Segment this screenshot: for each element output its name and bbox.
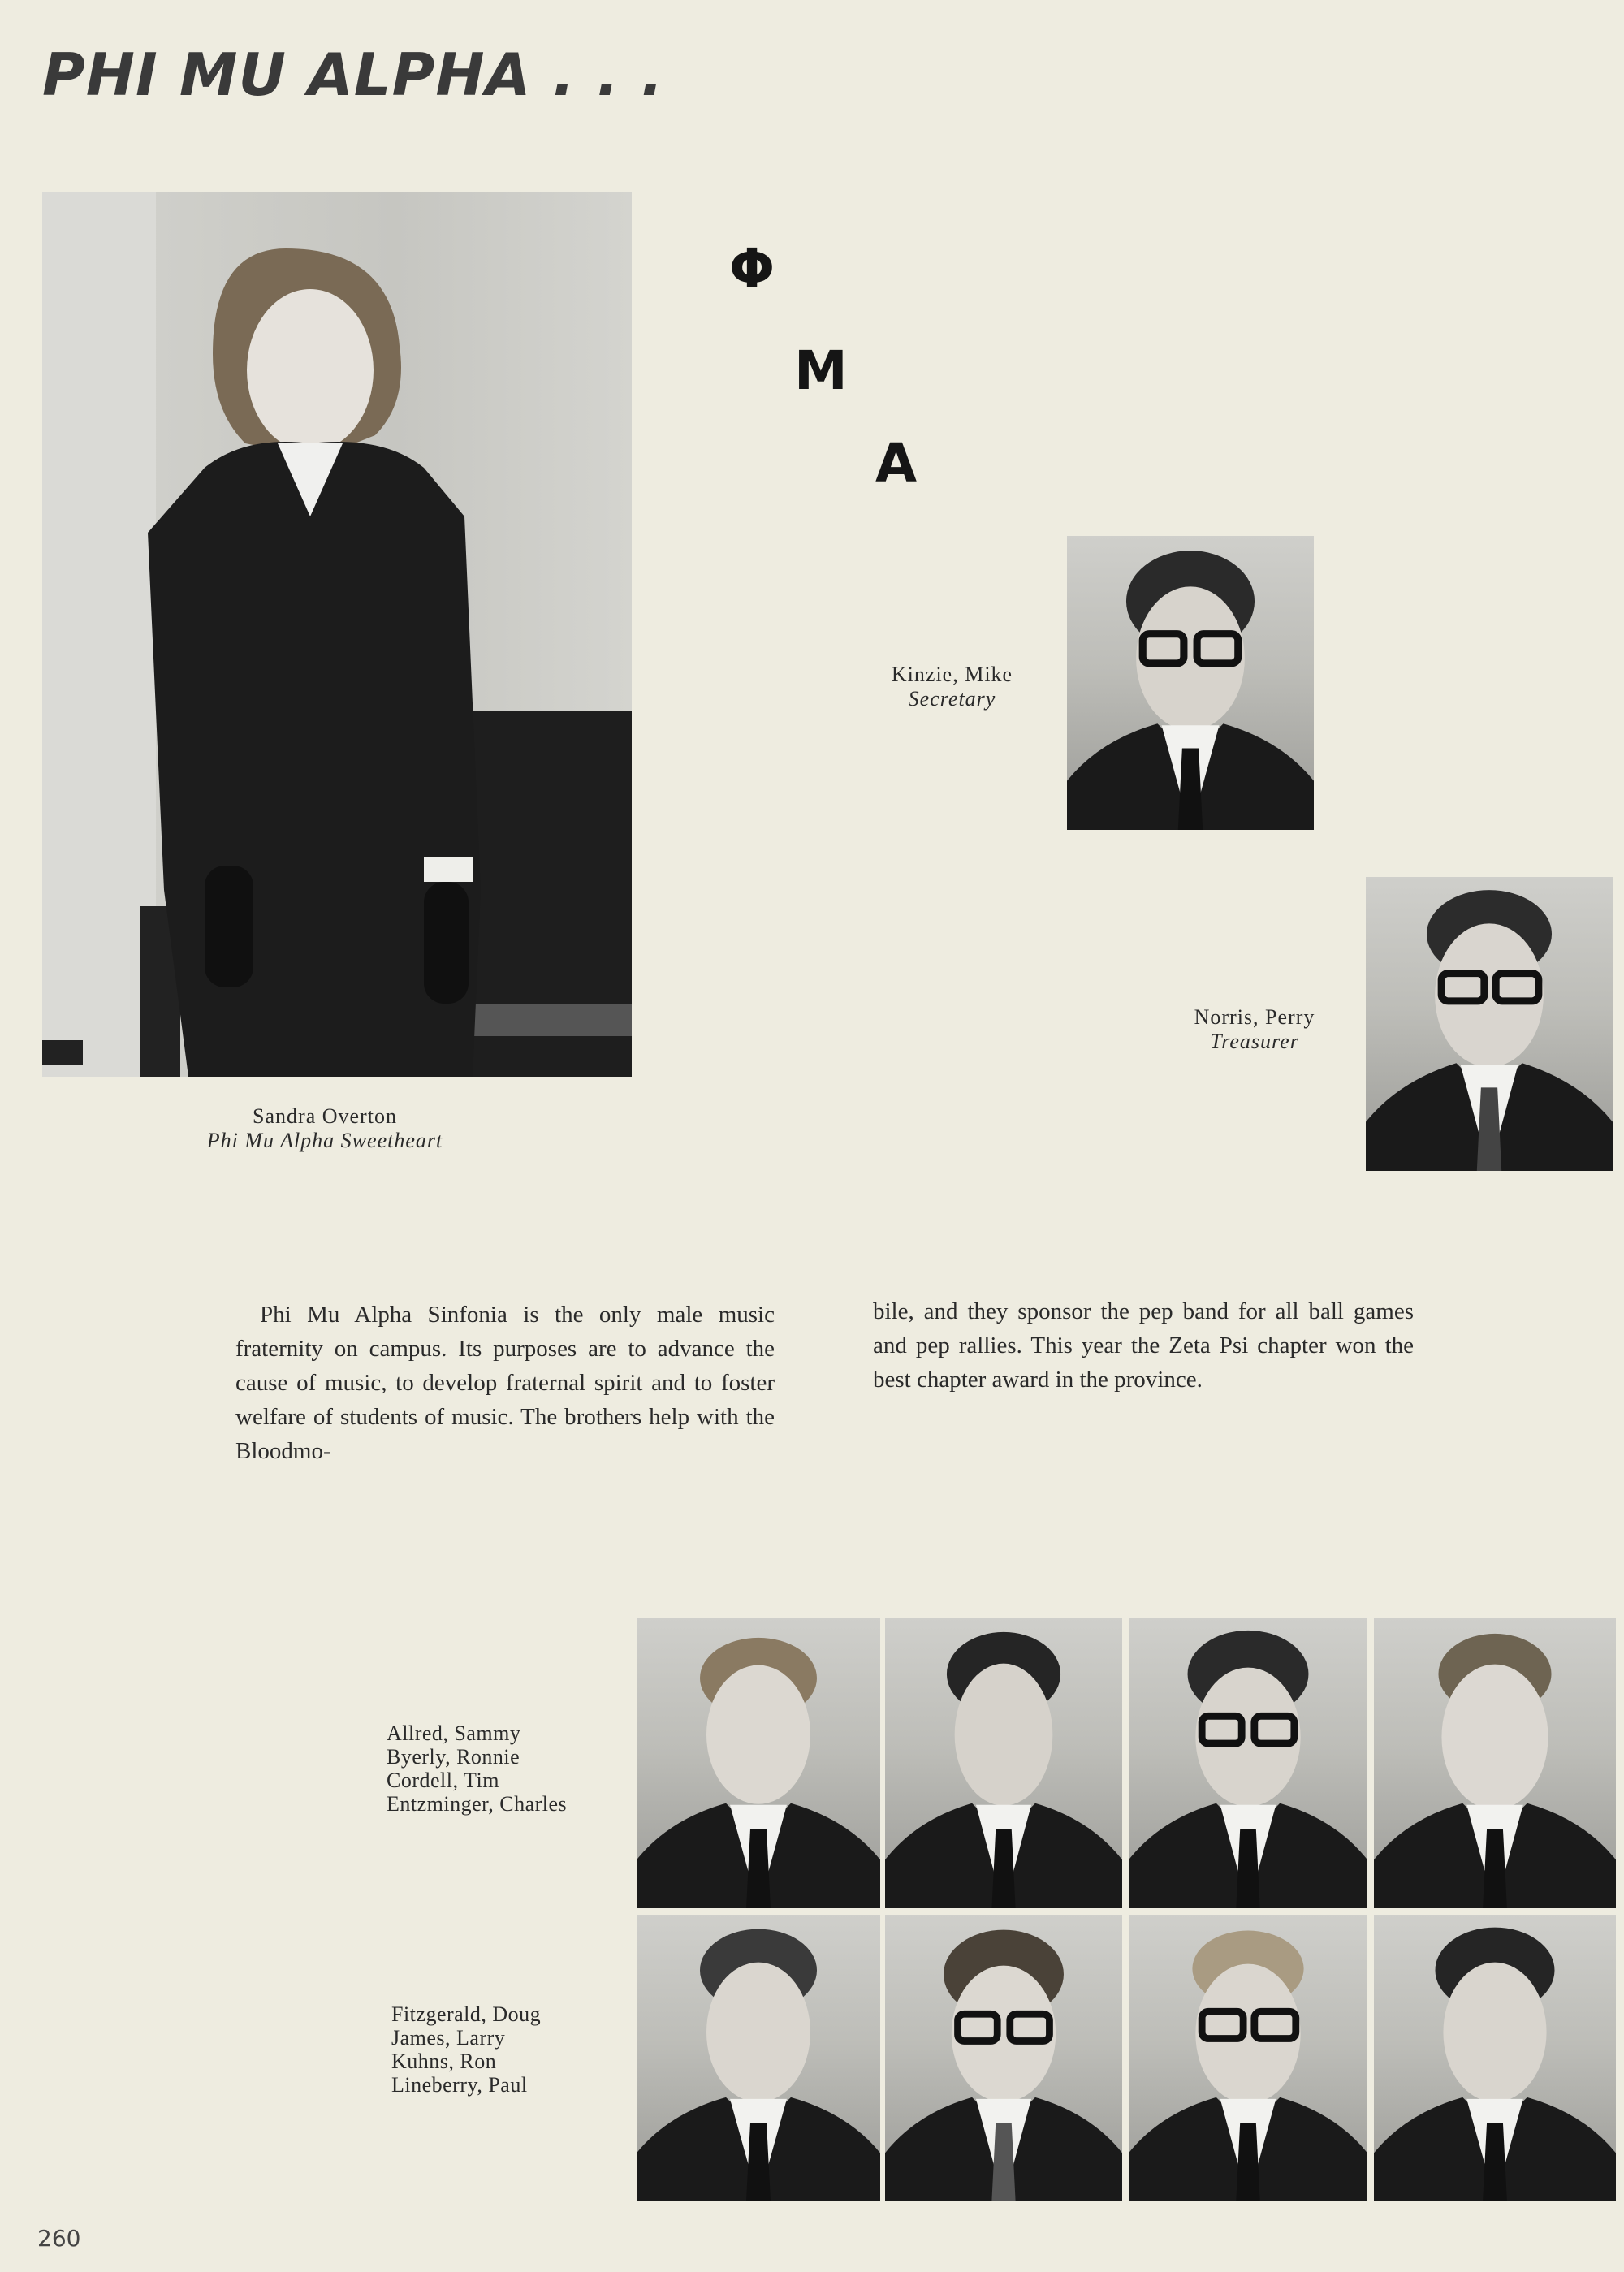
member-name: Entzminger, Charles — [387, 1792, 568, 1816]
member-name: Byerly, Ronnie — [387, 1745, 520, 1769]
member-photo — [637, 1915, 880, 2201]
officer-name: Kinzie, Mike — [891, 663, 1013, 686]
member-photo — [1129, 1915, 1367, 2201]
page-title: PHI MU ALPHA . . . — [42, 41, 664, 109]
greek-letter-mu: Μ — [794, 339, 848, 402]
member-photo — [1374, 1915, 1616, 2201]
officer-photo-treasurer — [1366, 877, 1613, 1171]
greek-letter-alpha: Α — [875, 432, 918, 495]
officer-name: Norris, Perry — [1194, 1005, 1315, 1029]
member-name: Allred, Sammy — [387, 1721, 521, 1745]
description-column-2: bile, and they sponsor the pep band for all ball games and pep rallies. This year the Zeta Psi chapter won the best chapter award in the province. — [873, 1298, 1414, 1393]
greek-letter-phi: Φ — [729, 237, 775, 300]
sweetheart-caption — [146, 1104, 503, 1153]
officer-caption-treasurer — [1169, 1005, 1340, 1054]
member-name: James, Larry — [391, 2026, 506, 2050]
member-photo — [1374, 1618, 1616, 1908]
member-names-row-1 — [387, 1721, 567, 1816]
page-number: 260 — [37, 2225, 81, 2252]
member-name: Cordell, Tim — [387, 1769, 499, 1792]
officer-role: Treasurer — [1210, 1030, 1299, 1053]
sweetheart-name: Sandra Overton — [253, 1104, 397, 1128]
sweetheart-photo — [42, 192, 632, 1077]
member-photo-grid — [637, 1618, 1616, 2201]
officer-photo-secretary — [1067, 536, 1314, 830]
member-names-row-2 — [391, 2002, 541, 2097]
officer-role: Secretary — [908, 687, 996, 711]
member-name: Lineberry, Paul — [391, 2073, 528, 2097]
member-photo — [637, 1618, 880, 1908]
member-name: Fitzgerald, Doug — [391, 2002, 542, 2026]
description-column-1: Phi Mu Alpha Sinfonia is the only male music fraternity on campus. Its purposes are to advance the cause of music, to develop fraternal spirit and to foster welfare of students of music. The brothers help with the Bloodmo- — [235, 1302, 775, 1464]
member-name: Kuhns, Ron — [391, 2050, 497, 2073]
sweetheart-role: Phi Mu Alpha Sweetheart — [206, 1129, 443, 1152]
member-photo — [1129, 1618, 1367, 1908]
officer-caption-secretary — [861, 663, 1043, 711]
member-photo — [885, 1915, 1122, 2201]
member-photo — [885, 1618, 1122, 1908]
